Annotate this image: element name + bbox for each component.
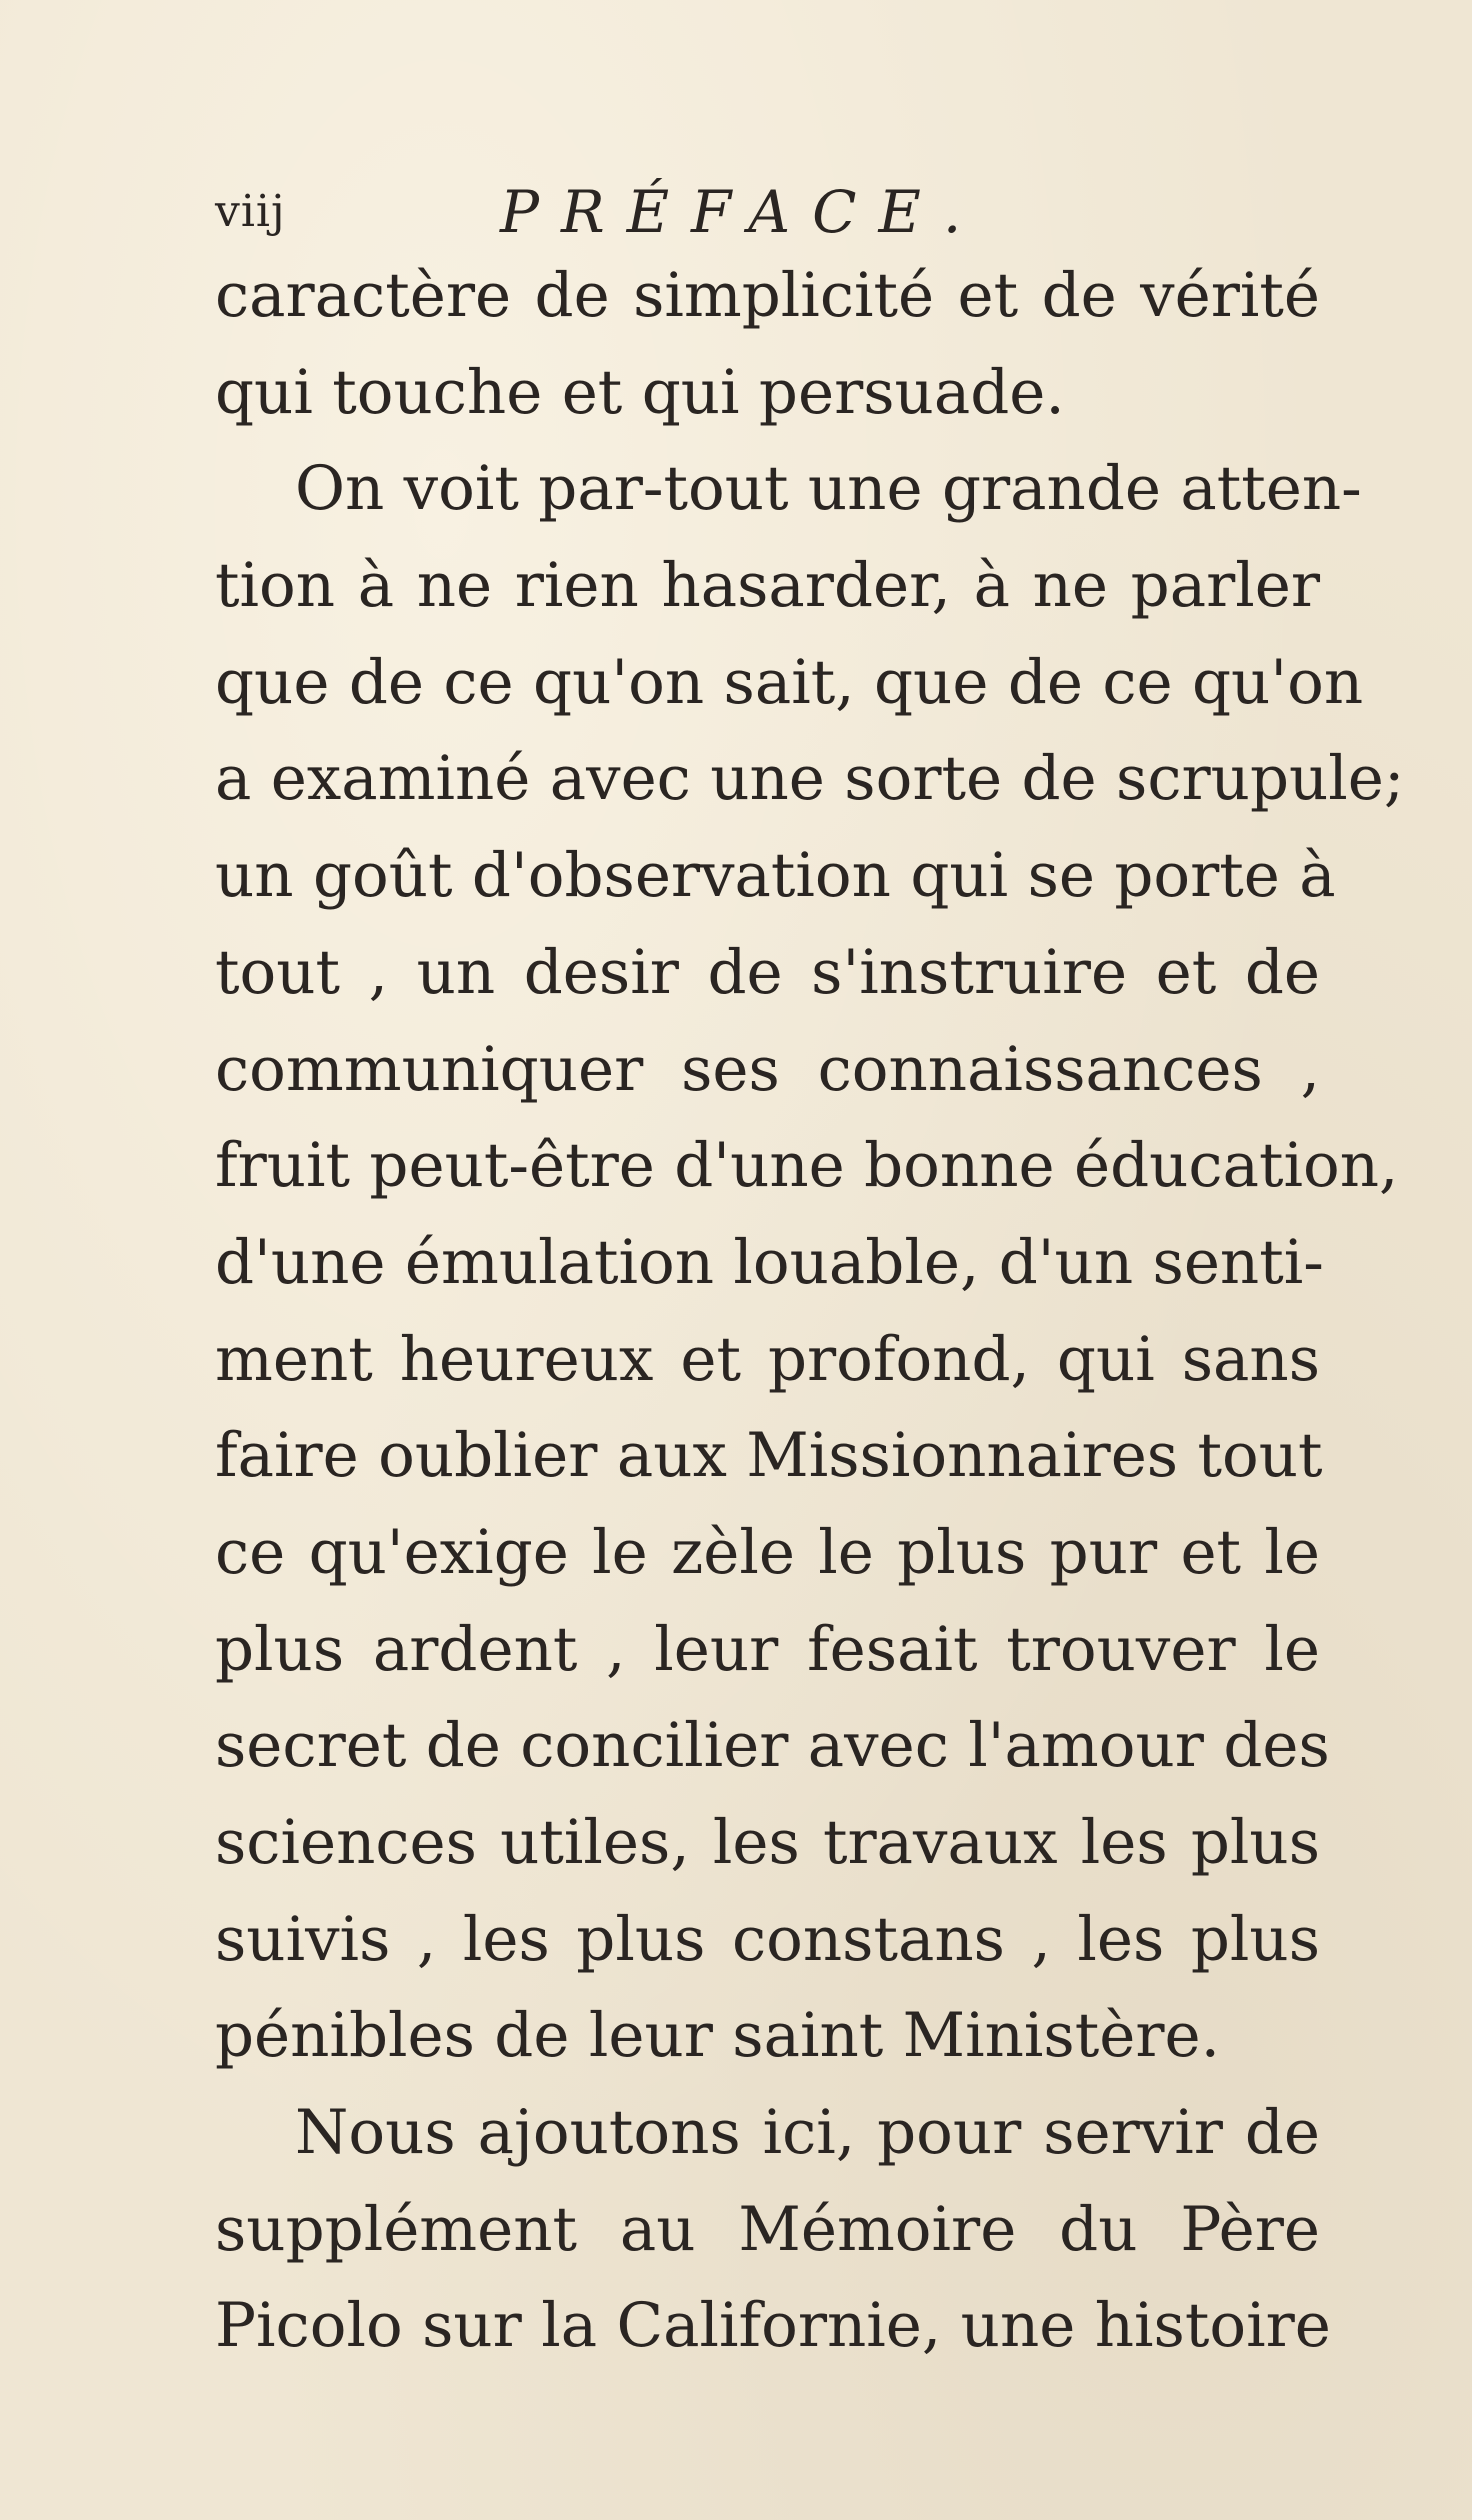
page-header bbox=[215, 178, 1335, 248]
text-line: supplément au Mémoire du Père bbox=[215, 2193, 1320, 2265]
text-line: tion à ne rien hasarder, à ne parler bbox=[215, 550, 1320, 622]
page-number: viij bbox=[215, 186, 286, 237]
text-line: On voit par-tout une grande atten- bbox=[295, 453, 1362, 525]
text-line: caractère de simplicité et de vérité bbox=[215, 260, 1320, 331]
text-line: sciences utiles, les travaux les plus bbox=[215, 1807, 1320, 1878]
text-line: d'une émulation louable, d'un senti- bbox=[215, 1226, 1324, 1298]
text-line: tout , un desir de s'instruire et de bbox=[215, 936, 1320, 1008]
text-line: Nous ajoutons ici, pour servir de bbox=[295, 2097, 1320, 2169]
text-line: communiquer ses connaissances , bbox=[215, 1033, 1320, 1105]
text-line: ment heureux et profond, qui sans bbox=[215, 1323, 1320, 1395]
text-line: qui touche et qui persuade. bbox=[215, 356, 1065, 428]
text-line: faire oublier aux Missionnaires tout bbox=[215, 1420, 1323, 1492]
text-line: a examiné avec une sorte de scrupule; bbox=[215, 743, 1405, 815]
text-line: secret de concilier avec l'amour des bbox=[215, 1710, 1330, 1782]
text-line: plus ardent , leur fesait trouver le bbox=[215, 1613, 1320, 1685]
text-line: ce qu'exige le zèle le plus pur et le bbox=[215, 1516, 1320, 1588]
running-title: PRÉFACE. bbox=[500, 178, 984, 246]
text-line: que de ce qu'on sait, que de ce qu'on bbox=[215, 646, 1364, 718]
text-line: pénibles de leur saint Ministère. bbox=[215, 2000, 1220, 2072]
text-line: un goût d'observation qui se porte à bbox=[215, 840, 1336, 912]
text-line: fruit peut-être d'une bonne éducation, bbox=[215, 1130, 1399, 1202]
body-text bbox=[215, 248, 1405, 2375]
text-line: Picolo sur la Californie, une histoire bbox=[215, 2290, 1331, 2362]
text-line: suivis , les plus constans , les plus bbox=[215, 1903, 1320, 1975]
